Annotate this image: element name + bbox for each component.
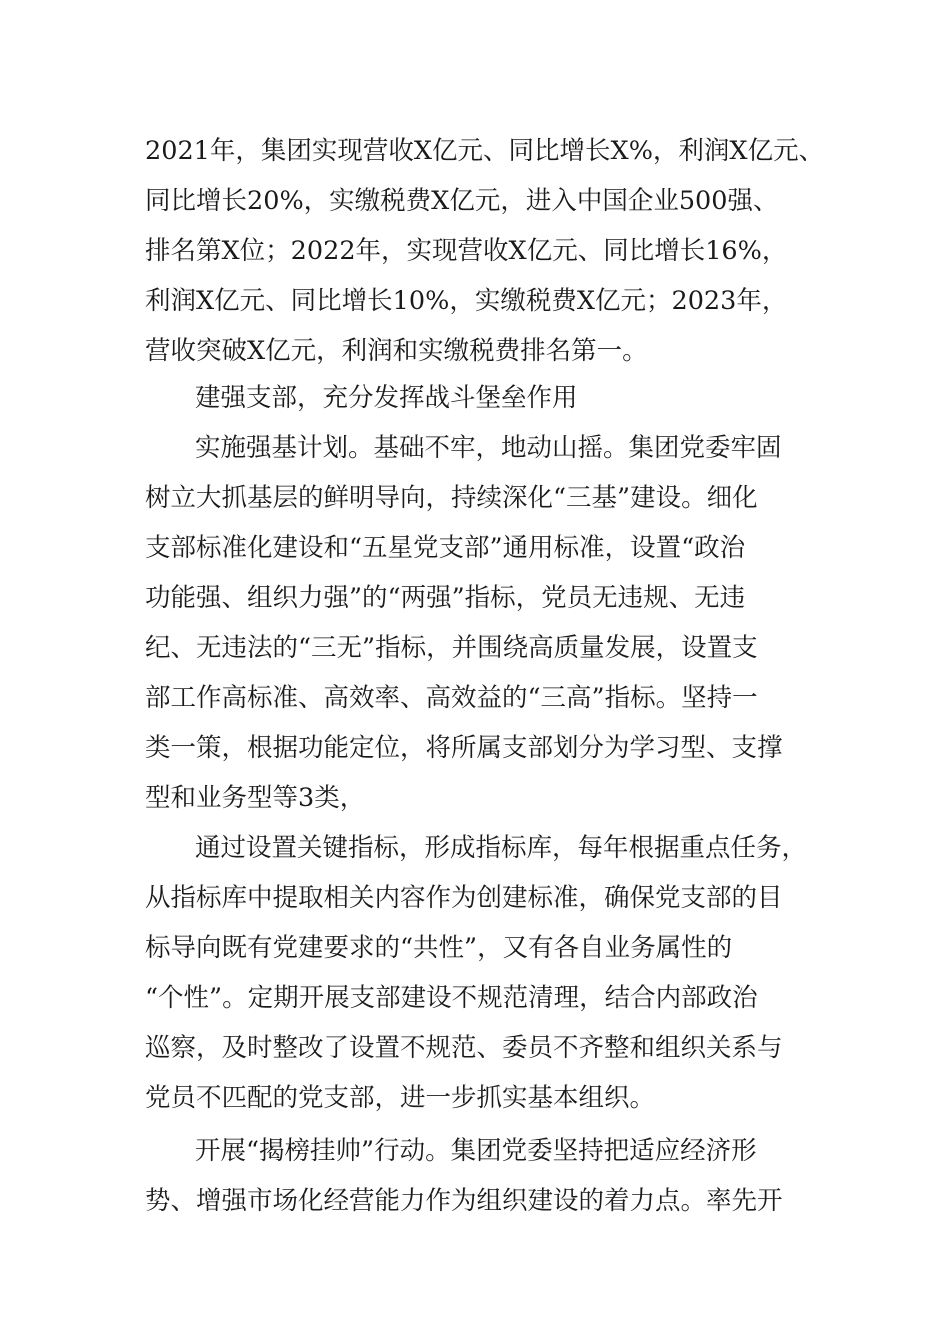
text-line: 巡察，及时整改了设置不规范、委员不齐整和组织关系与: [145, 1033, 783, 1063]
section-heading: 建强支部，充分发挥战斗堡垒作用: [195, 383, 578, 413]
text-line: 纪、无违法的“三无”指标，并围绕高质量发展，设置支: [145, 633, 758, 663]
text-line: 排名第X位；2022年，实现营收X亿元、同比增长16%，: [145, 236, 788, 266]
text-line: 2021年，集团实现营收X亿元、同比增长X%，利润X亿元、: [145, 136, 825, 166]
text-line: 部工作高标准、高效率、高效益的“三高”指标。坚持一: [145, 683, 758, 713]
text-line: 通过设置关键指标，形成指标库，每年根据重点任务，: [195, 833, 808, 863]
text-line: 开展“揭榜挂帅”行动。集团党委坚持把适应经济形: [195, 1136, 757, 1166]
text-line: 利润X亿元、同比增长10%，实缴税费X亿元；2023年，: [145, 286, 788, 316]
text-line: 树立大抓基层的鲜明导向，持续深化“三基”建设。细化: [145, 483, 758, 513]
text-line: 实施强基计划。基础不牢，地动山摇。集团党委牢固: [195, 433, 782, 463]
text-line: 标导向既有党建要求的“共性”，又有各自业务属性的: [145, 933, 733, 963]
text-line: 型和业务型等3类，: [145, 783, 366, 813]
text-line: 从指标库中提取相关内容作为创建标准，确保党支部的目: [145, 883, 783, 913]
text-line: “个性”。定期开展支部建设不规范清理，结合内部政治: [145, 983, 758, 1013]
text-line: 同比增长20%，实缴税费X亿元，进入中国企业500强、: [145, 186, 779, 216]
text-line: 营收突破X亿元，利润和实缴税费排名第一。: [145, 336, 648, 366]
text-line: 党员不匹配的党支部，进一步抓实基本组织。: [145, 1083, 656, 1113]
text-line: 支部标准化建设和“五星党支部”通用标准，设置“政治: [145, 533, 746, 563]
text-line: 势、增强市场化经营能力作为组织建设的着力点。率先开: [145, 1186, 783, 1216]
text-line: 类一策，根据功能定位，将所属支部划分为学习型、支撑: [145, 733, 783, 763]
text-line: 功能强、组织力强”的“两强”指标，党员无违规、无违: [145, 583, 746, 613]
